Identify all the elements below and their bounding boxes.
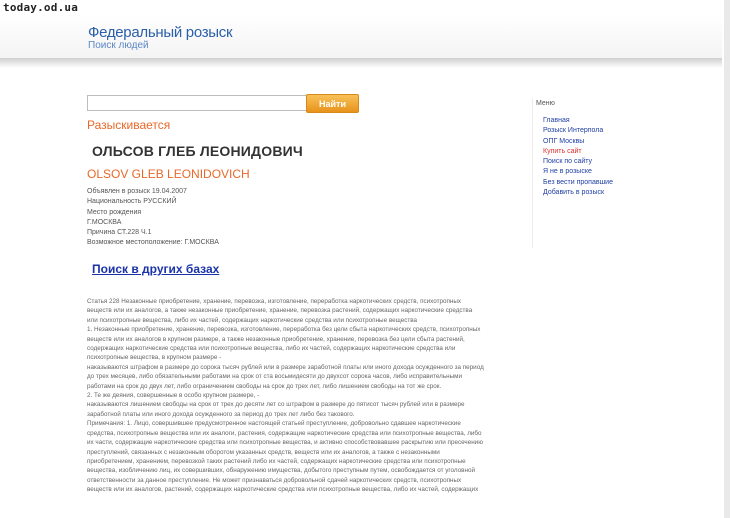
- detail-location: Возможное местоположение: Г.МОСКВА: [87, 239, 219, 247]
- article-text: [87, 297, 527, 495]
- menu-item-site-search[interactable]: Поиск по сайту: [543, 158, 593, 166]
- article-line: вещества, изобличению лиц, их совершивших, обнаружению имущества, добытого преступным путем, освобождается от уголовной: [87, 467, 475, 475]
- article-line: их части, содержащие наркотические средства или психотропные вещества, и активно способствовавшее раскрытию или пресечению: [87, 439, 483, 447]
- watermark: today.od.ua: [3, 1, 79, 14]
- person-name-en: OLSOV GLEB LEONIDOVICH: [87, 167, 250, 181]
- article-line: 2. Те же деяния, совершенные в особо крупном размере, -: [87, 392, 260, 400]
- article-line: ответственности за данное преступление. Не может признаваться добровольной сдачей наркотических средств, психотропных: [87, 476, 462, 484]
- article-line: Примечания: 1. Лицо, совершившее предусмотренное настоящей статьей преступление, добровольно сдавшее наркотические: [87, 420, 461, 428]
- menu-item-not-wanted[interactable]: Я не в розыске: [543, 168, 592, 176]
- article-line: заработной платы или иного дохода осужденного за период до трех лет либо без такового.: [87, 410, 355, 418]
- article-line: средства, психотропные вещества или их аналоги, растения, содержащие наркотические средства или психотропные вещества, либо: [87, 429, 482, 437]
- menu-item-interpol[interactable]: Розыск Интерпола: [543, 127, 604, 135]
- menu-item-home[interactable]: Главная: [543, 117, 570, 124]
- menu-item-missing[interactable]: Без вести пропавшие: [543, 178, 613, 186]
- site-title[interactable]: Федеральный розыск: [88, 24, 233, 41]
- menu-item-add-wanted[interactable]: Добавить в розыск: [543, 189, 605, 197]
- article-line: наказываются штрафом в размере до сорока тысяч рублей или в размере заработной платы или иного дохода осужденного за период: [87, 363, 484, 371]
- header-divider: [0, 58, 722, 68]
- wanted-heading: Разыскивается: [87, 118, 171, 132]
- article-line: приобретением, хранением, перевозкой таких растений либо их частей, содержащих наркотические средства или психотропные: [87, 457, 466, 465]
- other-bases-link[interactable]: Поиск в других базах: [92, 262, 220, 276]
- detail-nationality: Национальность РУССКИЙ: [87, 198, 177, 206]
- menu-item-opg[interactable]: ОПГ Москвы: [543, 137, 585, 145]
- menu-item-buy-site[interactable]: Купить сайт: [543, 147, 582, 155]
- detail-reason: Причина СТ.228 Ч.1: [87, 229, 152, 237]
- site-subtitle: Поиск людей: [88, 40, 149, 51]
- article-line: преступлений, связанных с незаконным оборотом указанных средств, веществ или их аналогов, а также с незаконными: [87, 448, 440, 456]
- scrollbar[interactable]: [724, 0, 730, 518]
- article-line: работами на срок до двух лет, либо ограничением свободы на срок до трех лет, либо лишением свободы на тот же срок.: [87, 382, 442, 390]
- menu-title: Меню: [536, 100, 555, 107]
- article-line: веществ или их аналогов, а также незаконные приобретение, хранение, перевозка растений, содержащих наркотические средства: [87, 307, 473, 315]
- article-line: содержащих наркотические средства или психотропные вещества, либо их частей, содержащих наркотические средства или: [87, 345, 456, 353]
- article-line: или психотропные вещества, либо их частей, содержащих наркотические средства или психотропные вещества: [87, 316, 418, 324]
- sidebar-menu: [536, 100, 636, 198]
- article-line: веществ или их аналогов, растений, содержащих наркотические средства или психотропные вещества, либо их частей, содержащих: [87, 486, 479, 494]
- search-button[interactable]: Найти: [306, 94, 359, 113]
- detail-wanted-date: Объявлен в розыск 19.04.2007: [87, 188, 187, 195]
- article-line: наказываются лишением свободы на срок от трех до десяти лет со штрафом в размере до пятисот тысяч рублей или в размере: [87, 401, 465, 409]
- detail-birthplace: Г.МОСКВА: [87, 218, 122, 226]
- search-input[interactable]: [87, 95, 309, 111]
- article-line: до трех месяцев, либо обязательными работами на срок от ста восьмидесяти до двухсот сорока часов, либо исправительными: [87, 373, 462, 381]
- article-line: психотропные вещества, в крупном размере -: [87, 354, 222, 362]
- article-line: 1. Незаконные приобретение, хранение, перевозка, изготовление, переработка без цели сбыта наркотических средств, психотропных: [87, 326, 481, 334]
- person-name-ru: ОЛЬСОВ ГЛЕБ ЛЕОНИДОВИЧ: [92, 143, 303, 159]
- detail-birthplace-label: Место рождения: [87, 208, 142, 216]
- article-line: веществ или их аналогов в крупном размере, а также незаконные приобретение, хранение, перевозка без цели сбыта растений,: [87, 335, 465, 343]
- article-line: Статья 228 Незаконные приобретение, хранение, перевозка, изготовление, переработка наркотических средств, психотропных: [87, 298, 462, 305]
- person-details: [87, 187, 219, 249]
- menu-divider: [532, 98, 533, 248]
